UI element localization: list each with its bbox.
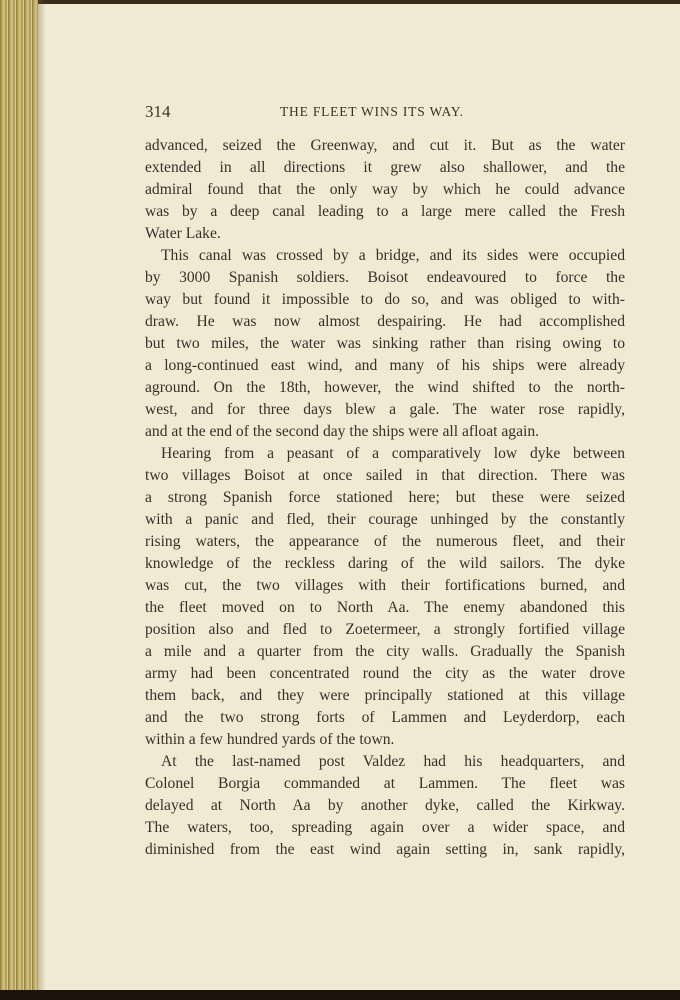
text-line: within a few hundred yards of the town. [145,731,395,748]
text-line: advanced, seized the Greenway, and cut it. But as the water [145,137,625,154]
text-line: delayed at North Aa by another dyke, called the Kirkway. [145,797,625,814]
text-line: diminished from the east wind again setting in, sank rapidly, [145,841,625,858]
text-line: rising waters, the appearance of the numerous fleet, and their [145,533,625,550]
book-spine-edge [0,0,38,1000]
text-line: and the two strong forts of Lammen and Leyderdorp, each [145,709,625,726]
text-line: The waters, too, spreading again over a wider space, and [145,819,625,836]
page-number: 314 [145,102,171,121]
text-line: them back, and they were principally stationed at this village [145,687,625,704]
running-head [145,102,625,124]
text-line: This canal was crossed by a bridge, and its sides were occupied [161,247,625,264]
text-line: Water Lake. [145,225,221,242]
text-line: Hearing from a peasant of a comparatively low dyke between [161,445,625,462]
text-line: was by a deep canal leading to a large mere called the Fresh [145,203,625,220]
text-line: two villages Boisot at once sailed in that direction. There was [145,467,625,484]
text-line: At the last-named post Valdez had his headquarters, and [161,753,625,770]
text-line: and at the end of the second day the ships were all afloat again. [145,423,540,440]
body-text [145,135,625,861]
text-line: a long-continued east wind, and many of his ships were already [145,357,625,374]
text-line: admiral found that the only way by which he could advance [145,181,625,198]
text-line: extended in all directions it grew also shallower, and the [145,159,625,176]
text-line: but two miles, the water was sinking rather than rising owing to [145,335,625,352]
text-line: was cut, the two villages with their fortifications burned, and [145,577,625,594]
text-line: knowledge of the reckless daring of the wild sailors. The dyke [145,555,625,572]
text-line: a strong Spanish force stationed here; but these were seized [145,489,625,506]
text-line: with a panic and fled, their courage unhinged by the constantly [145,511,625,528]
text-line: aground. On the 18th, however, the wind shifted to the north- [145,379,625,396]
text-line: by 3000 Spanish soldiers. Boisot endeavoured to force the [145,269,625,286]
text-line: Colonel Borgia commanded at Lammen. The fleet was [145,775,625,792]
text-line: the fleet moved on to North Aa. The enemy abandoned this [145,599,625,616]
text-line: draw. He was now almost despairing. He had accomplished [145,313,625,330]
page-top-edge [0,0,680,4]
text-line: a mile and a quarter from the city walls. Gradually the Spanish [145,643,625,660]
text-line: army had been concentrated round the city as the water drove [145,665,625,682]
page-bottom-edge [0,990,680,1000]
spine-shadow [38,0,46,1000]
text-line: way but found it impossible to do so, and was obliged to with- [145,291,625,308]
text-line: position also and fled to Zoetermeer, a strongly fortified village [145,621,625,638]
text-line: west, and for three days blew a gale. The water rose rapidly, [145,401,625,418]
running-title: THE FLEET WINS ITS WAY. [280,104,464,119]
